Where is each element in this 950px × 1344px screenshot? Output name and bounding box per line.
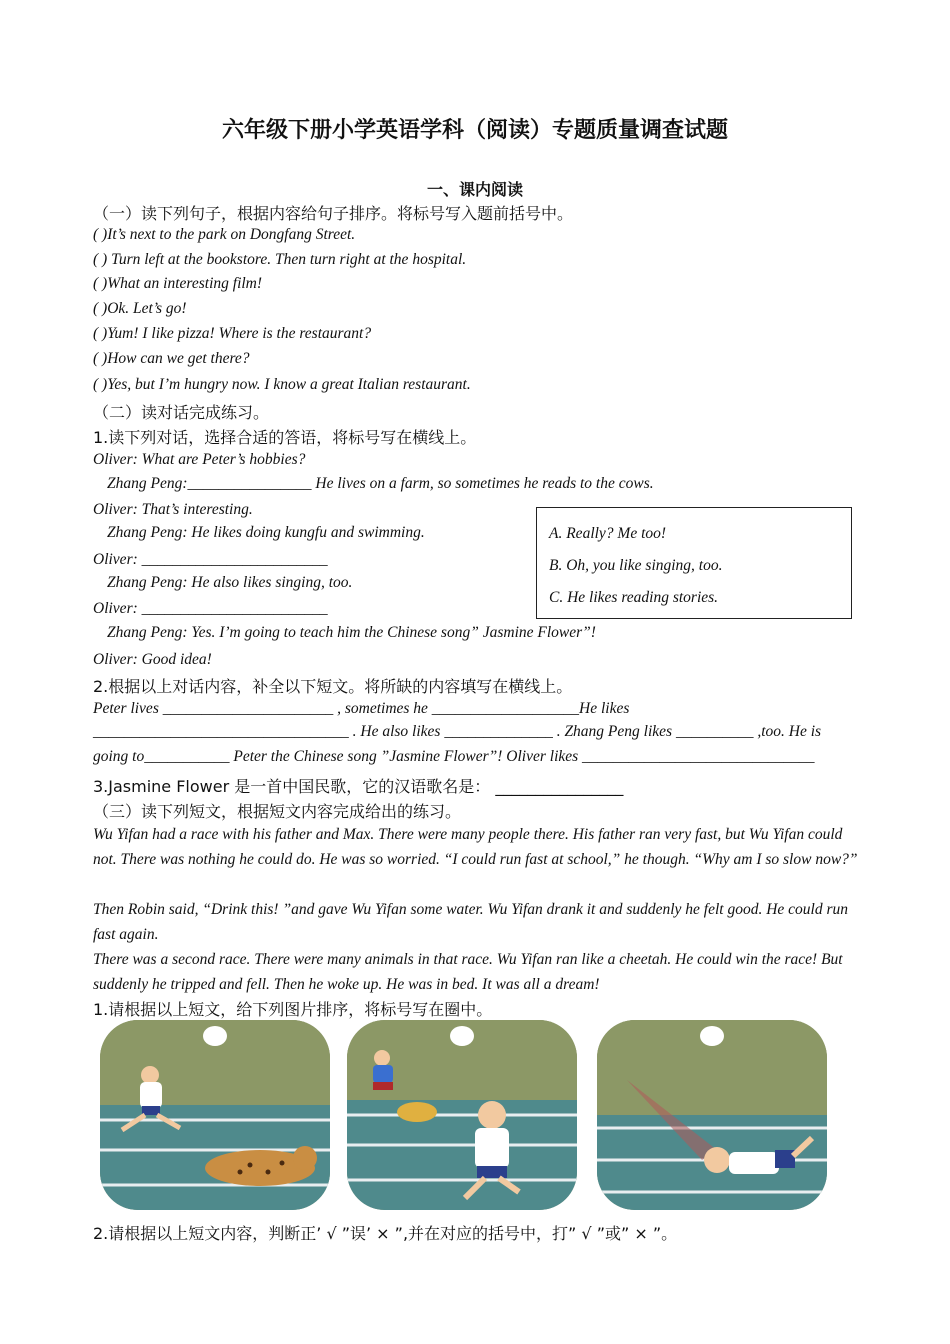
story-paragraph: Wu Yifan had a race with his father and Max. There were many people there. His father ran very fast, but Wu Yifan could not. There was nothing he could do. He was so worried. “I could run fast at school,” he though. “Why am I so slow now?” — [93, 826, 858, 868]
dialogue-line: Oliver: ________________________ — [93, 600, 328, 617]
options-box — [536, 507, 852, 619]
dialogue-line: Oliver: ________________________ — [93, 551, 328, 568]
story-paragraph: There was a second race. There were many animals in that race. Wu Yifan ran like a cheetah. He could win the race! But suddenly he tripped and fell. Then he woke up. He was in bed. It was all a dream! — [93, 951, 843, 993]
picture-race-with-dog — [347, 1020, 577, 1210]
dialogue-line: Zhang Peng: He likes doing kungfu and swimming. — [107, 524, 425, 541]
fill-line: _________________________________ . He also likes ______________ . Zhang Peng likes __________ ,too. He is — [93, 723, 822, 740]
dialogue-line: Zhang Peng:________________ He lives on a farm, so sometimes he reads to the cows. — [107, 475, 654, 492]
option-c: C. He likes reading stories. — [549, 589, 719, 606]
sentence-item: ( )It’s next to the park on Dongfang Street. — [93, 226, 356, 243]
picture-cheetah-race — [100, 1020, 330, 1210]
dialogue-line: Oliver: What are Peter’s hobbies? — [93, 451, 306, 468]
dialogue-line: Zhang Peng: Yes. I’m going to teach him the Chinese song” Jasmine Flower”! — [107, 624, 596, 641]
section-heading: 一、课内阅读 — [426, 180, 523, 199]
dialogue-line: Oliver: That’s interesting. — [93, 501, 253, 518]
sentence-item: ( ) Turn left at the bookstore. Then turn right at the hospital. — [93, 251, 467, 268]
part3-instruction: （三）读下列短文，根据短文内容完成给出的练习。 — [93, 802, 462, 821]
sentence-item: ( )Ok. Let’s go! — [93, 300, 187, 317]
sentence-item: ( )What an interesting film! — [93, 275, 263, 292]
part3-question-1: 1.请根据以上短文，给下列图片排序，将标号写在圈中。 — [93, 1000, 493, 1019]
picture-boy-falls — [597, 1020, 827, 1210]
option-b: B. Oh, you like singing, too. — [549, 557, 723, 574]
part1-instruction: （一）读下列句子，根据内容给句子排序。将标号写入题前括号中。 — [93, 204, 574, 223]
sentence-item: ( )Yum! I like pizza! Where is the restaurant? — [93, 325, 372, 342]
fill-line: Peter lives ______________________ , sometimes he ___________________He likes — [93, 700, 630, 717]
dialogue-line: Oliver: Good idea! — [93, 651, 212, 668]
page-title: 六年级下册小学英语学科（阅读）专题质量调查试题 — [221, 118, 728, 143]
story-paragraph: Then Robin said, “Drink this! ”and gave Wu Yifan some water. Wu Yifan drank it and suddenly he felt good. He could run fast again. — [93, 901, 849, 943]
sentence-item: ( )Yes, but I’m hungry now. I know a great Italian restaurant. — [93, 376, 471, 393]
option-a: A. Really? Me too! — [549, 525, 667, 542]
part2-instruction: （二）读对话完成练习。 — [93, 403, 270, 422]
dialogue-line: Zhang Peng: He also likes singing, too. — [107, 574, 353, 591]
part2-question-2: 2.根据以上对话内容，补全以下短文。将所缺的内容填写在横线上。 — [93, 677, 573, 696]
part2-question-3: 3.Jasmine Flower 是一首中国民歌，它的汉语歌名是： ________________ — [93, 777, 624, 796]
sentence-item: ( )How can we get there? — [93, 350, 250, 367]
part3-question-2: 2.请根据以上短文内容，判断正’ √ ”误’ × ”,并在对应的括号中，打” √ ”或” × ”。 — [93, 1224, 678, 1243]
part2-question-1: 1.读下列对话，选择合适的答语，将标号写在横线上。 — [93, 428, 477, 447]
fill-line: going to___________ Peter the Chinese song ”Jasmine Flower”! Oliver likes ______________________________ — [93, 748, 815, 765]
